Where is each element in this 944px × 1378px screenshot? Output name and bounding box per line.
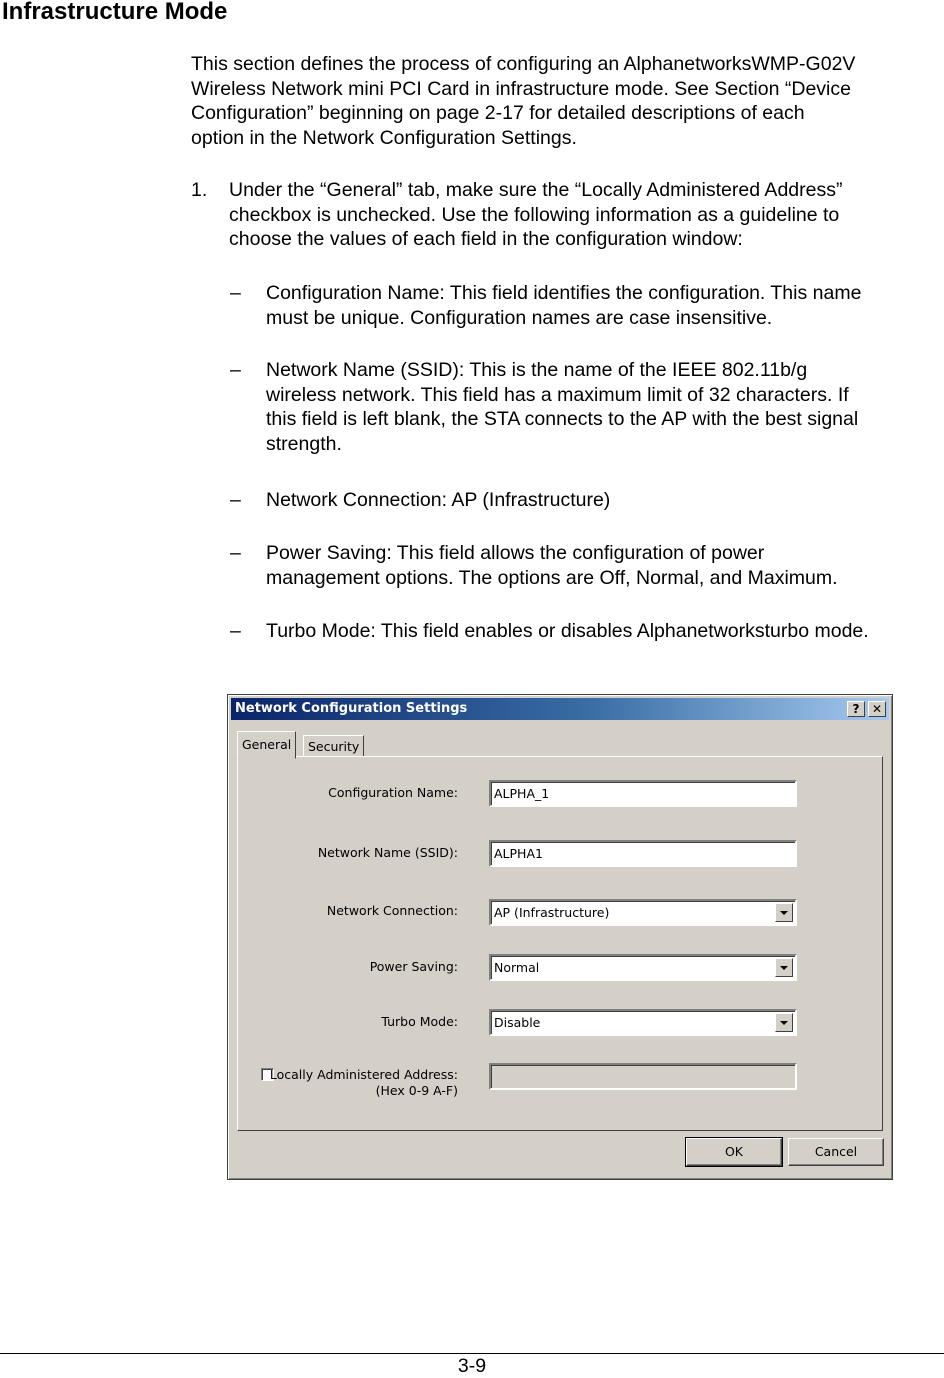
network-connection-value: AP (Infrastructure) (494, 905, 610, 920)
chevron-down-icon[interactable] (775, 903, 793, 922)
close-button[interactable]: ✕ (868, 701, 886, 717)
power-saving-value: Normal (494, 960, 540, 975)
config-name-input[interactable]: ALPHA_1 (489, 780, 797, 807)
footer-rule (0, 1353, 944, 1354)
network-configuration-dialog (227, 694, 893, 1180)
general-tab-panel (237, 756, 883, 1131)
bullet-dash: – (230, 620, 241, 642)
network-connection-select[interactable] (489, 899, 797, 926)
config-name-label: Configuration Name: (328, 785, 458, 800)
bullet-dash: – (230, 359, 241, 381)
tab-security[interactable]: Security (303, 735, 364, 757)
cancel-button[interactable]: Cancel (788, 1138, 884, 1166)
intro-paragraph: This section defines the process of configuring an AlphanetworksWMP-G02V Wireless Network mini PCI Card in infrastructure mode. See Section “Device Configuration” beginning on page 2-17 for detailed descriptions of each option in the Network Configuration Settings. (191, 53, 856, 149)
bullet-dash: – (230, 282, 241, 304)
step-number: 1. (191, 179, 208, 201)
dialog-titlebar (231, 698, 889, 720)
ssid-label: Network Name (SSID): (317, 845, 458, 860)
page-number: 3-9 (457, 1355, 487, 1377)
chevron-down-icon[interactable] (775, 958, 793, 977)
laa-input[interactable] (489, 1063, 797, 1090)
dialog-title: Network Configuration Settings (235, 701, 468, 716)
bullet-config-name: Configuration Name: This field identifies the configuration. This name must be unique. Configuration names are case insensitive. (266, 282, 862, 329)
ssid-input[interactable]: ALPHA1 (489, 840, 797, 867)
bullet-ssid: Network Name (SSID): This is the name of the IEEE 802.11b/g wireless network. This field has a maximum limit of 32 characters. If this field is left blank, the STA connects to the AP with the best signal strength. (266, 359, 859, 455)
bullet-dash: – (230, 489, 241, 511)
help-button[interactable]: ? (847, 701, 865, 717)
power-saving-select[interactable] (489, 954, 797, 981)
laa-hint-label: (Hex 0-9 A-F) (375, 1083, 458, 1098)
bullet-dash: – (230, 542, 241, 564)
turbo-mode-select[interactable] (489, 1009, 797, 1036)
bullet-power-saving: Power Saving: This field allows the configuration of power management options. The options are Off, Normal, and Maximum. (266, 542, 838, 589)
ok-button[interactable]: OK (686, 1138, 782, 1166)
step-text: Under the “General” tab, make sure the “Locally Administered Address” checkbox is unchecked. Use the following information as a guideline to choose the values of each field in the configuration window: (229, 179, 843, 250)
turbo-mode-label: Turbo Mode: (381, 1014, 458, 1029)
bullet-connection: Network Connection: AP (Infrastructure) (266, 489, 611, 511)
chevron-down-icon[interactable] (775, 1013, 793, 1032)
turbo-mode-value: Disable (494, 1015, 541, 1030)
page-title: Infrastructure Mode (2, 0, 228, 25)
network-connection-label: Network Connection: (326, 903, 458, 918)
power-saving-label: Power Saving: (369, 959, 458, 974)
laa-label: Locally Administered Address: (269, 1067, 458, 1082)
tab-general[interactable]: General (237, 731, 296, 759)
bullet-turbo-mode: Turbo Mode: This field enables or disables Alphanetworksturbo mode. (266, 620, 869, 642)
